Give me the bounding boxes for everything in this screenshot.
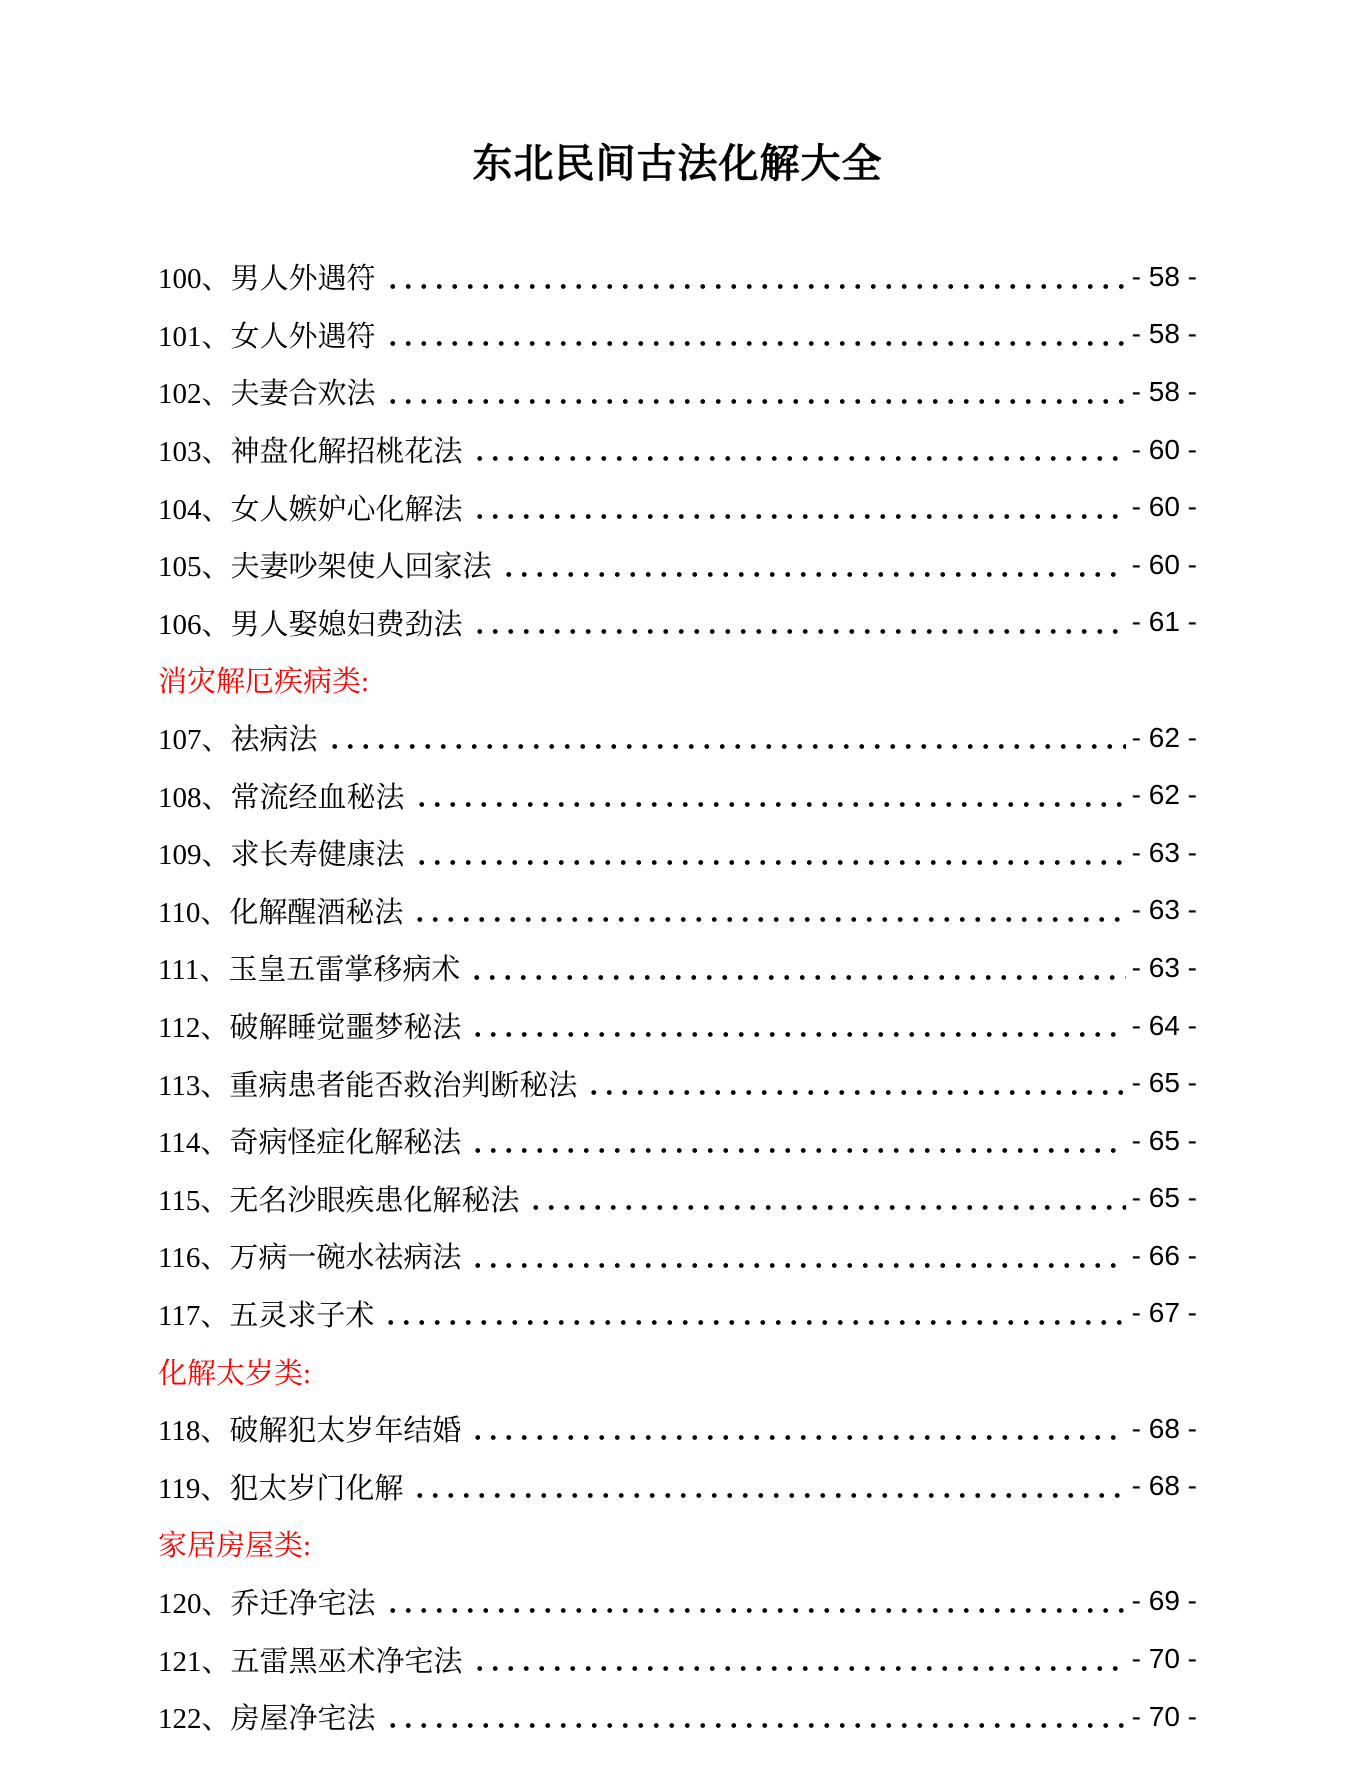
toc-entry-label: 118、破解犯太岁年结婚 bbox=[158, 1415, 462, 1448]
toc-entry bbox=[158, 766, 1197, 824]
toc-entry bbox=[158, 1170, 1197, 1228]
toc-entry bbox=[158, 1112, 1197, 1170]
toc-section-header bbox=[158, 651, 1197, 709]
toc-entry-page-number: - 67 - bbox=[1131, 1297, 1197, 1329]
toc-entry bbox=[158, 1227, 1197, 1285]
dot-leader bbox=[383, 1320, 1125, 1325]
dot-leader bbox=[472, 1666, 1126, 1671]
toc-entry-page-number: - 65 - bbox=[1131, 1067, 1197, 1099]
toc-list bbox=[158, 248, 1197, 1745]
toc-entry-page-number: - 63 - bbox=[1131, 894, 1197, 926]
toc-entry-label: 108、常流经血秘法 bbox=[158, 781, 405, 814]
toc-entry-label: 112、破解睡觉噩梦秘法 bbox=[158, 1012, 462, 1045]
toc-entry-page-number: - 64 - bbox=[1131, 1009, 1197, 1041]
toc-entry bbox=[158, 824, 1197, 882]
toc-entry-page-number: - 62 - bbox=[1131, 779, 1197, 811]
toc-entry-label: 115、无名沙眼疾患化解秘法 bbox=[158, 1184, 520, 1217]
dot-leader bbox=[501, 572, 1126, 577]
toc-section-header bbox=[158, 1342, 1197, 1400]
toc-entry bbox=[158, 594, 1197, 652]
toc-entry-label: 103、神盘化解招桃花法 bbox=[158, 436, 463, 469]
toc-entry-page-number: - 62 - bbox=[1131, 721, 1197, 753]
toc-entry-page-number: - 70 - bbox=[1131, 1643, 1197, 1675]
toc-entry bbox=[158, 1630, 1197, 1688]
dot-leader bbox=[385, 284, 1126, 289]
toc-entry-page-number: - 60 - bbox=[1131, 491, 1197, 523]
toc-entry-label: 105、夫妻吵架使人回家法 bbox=[158, 551, 492, 584]
toc-entry-page-number: - 65 - bbox=[1131, 1182, 1197, 1214]
toc-entry-page-number: - 70 - bbox=[1131, 1700, 1197, 1732]
toc-entry-page-number: - 69 - bbox=[1131, 1585, 1197, 1617]
dot-leader bbox=[385, 1723, 1126, 1728]
dot-leader bbox=[414, 860, 1126, 865]
dot-leader bbox=[327, 744, 1126, 749]
dot-leader bbox=[472, 514, 1126, 519]
dot-leader bbox=[470, 1435, 1125, 1440]
toc-entry-page-number: - 63 - bbox=[1131, 836, 1197, 868]
toc-entry bbox=[158, 1285, 1197, 1343]
toc-entry bbox=[158, 421, 1197, 479]
toc-entry-label: 113、重病患者能否救治判断秘法 bbox=[158, 1069, 578, 1102]
toc-entry-page-number: - 60 - bbox=[1131, 548, 1197, 580]
dot-leader bbox=[528, 1205, 1125, 1210]
toc-entry bbox=[158, 1688, 1197, 1746]
toc-entry bbox=[158, 997, 1197, 1055]
toc-entry-page-number: - 63 - bbox=[1131, 951, 1197, 983]
toc-entry bbox=[158, 1054, 1197, 1112]
toc-entry-label: 116、万病一碗水祛病法 bbox=[158, 1242, 462, 1275]
toc-entry bbox=[158, 478, 1197, 536]
toc-entry-page-number: - 68 - bbox=[1131, 1470, 1197, 1502]
toc-entry-page-number: - 58 - bbox=[1131, 375, 1197, 407]
dot-leader bbox=[470, 1032, 1125, 1037]
toc-entry bbox=[158, 363, 1197, 421]
toc-entry-label: 121、五雷黑巫术净宅法 bbox=[158, 1645, 463, 1678]
toc-entry-page-number: - 60 - bbox=[1131, 433, 1197, 465]
dot-leader bbox=[472, 456, 1126, 461]
toc-entry-page-number: - 68 - bbox=[1131, 1412, 1197, 1444]
toc-entry-label: 119、犯太岁门化解 bbox=[158, 1472, 404, 1505]
dot-leader bbox=[472, 629, 1126, 634]
toc-section-header bbox=[158, 1515, 1197, 1573]
toc-entry-label: 109、求长寿健康法 bbox=[158, 839, 405, 872]
toc-section-label: 化解太岁类: bbox=[158, 1357, 312, 1390]
dot-leader bbox=[469, 975, 1125, 980]
toc-entry bbox=[158, 709, 1197, 767]
toc-entry-label: 100、男人外遇符 bbox=[158, 263, 376, 296]
toc-entry-label: 120、乔迁净宅法 bbox=[158, 1587, 376, 1620]
toc-entry-label: 110、化解醒酒秘法 bbox=[158, 896, 404, 929]
dot-leader bbox=[412, 917, 1125, 922]
toc-entry bbox=[158, 1573, 1197, 1631]
toc-entry-label: 101、女人外遇符 bbox=[158, 320, 376, 353]
toc-entry-page-number: - 61 - bbox=[1131, 606, 1197, 638]
toc-entry bbox=[158, 536, 1197, 594]
toc-entry bbox=[158, 882, 1197, 940]
toc-entry-label: 117、五灵求子术 bbox=[158, 1299, 375, 1332]
toc-entry bbox=[158, 248, 1197, 306]
dot-leader bbox=[385, 399, 1126, 404]
dot-leader bbox=[586, 1090, 1125, 1095]
toc-entry-label: 104、女人嫉妒心化解法 bbox=[158, 493, 463, 526]
toc-entry-label: 122、房屋净宅法 bbox=[158, 1703, 376, 1736]
toc-entry-label: 114、奇病怪症化解秘法 bbox=[158, 1127, 462, 1160]
toc-entry bbox=[158, 1400, 1197, 1458]
toc-entry bbox=[158, 1457, 1197, 1515]
toc-section-label: 消灾解厄疾病类: bbox=[158, 666, 370, 699]
toc-entry-label: 107、祛病法 bbox=[158, 724, 318, 757]
dot-leader bbox=[470, 1263, 1125, 1268]
toc-entry bbox=[158, 939, 1197, 997]
dot-leader bbox=[385, 1608, 1126, 1613]
toc-entry-page-number: - 58 - bbox=[1131, 260, 1197, 292]
dot-leader bbox=[385, 341, 1126, 346]
toc-entry-page-number: - 65 - bbox=[1131, 1124, 1197, 1156]
dot-leader bbox=[412, 1493, 1125, 1498]
page-title: 东北民间古法化解大全 bbox=[472, 142, 883, 186]
toc-entry-label: 111、玉皇五雷掌移病术 bbox=[158, 954, 461, 987]
toc-entry bbox=[158, 306, 1197, 364]
toc-entry-label: 106、男人娶媳妇费劲法 bbox=[158, 608, 463, 641]
toc-entry-page-number: - 58 - bbox=[1131, 318, 1197, 350]
dot-leader bbox=[414, 802, 1126, 807]
toc-entry-label: 102、夫妻合欢法 bbox=[158, 378, 376, 411]
dot-leader bbox=[470, 1148, 1125, 1153]
toc-entry-page-number: - 66 - bbox=[1131, 1239, 1197, 1271]
toc-section-label: 家居房屋类: bbox=[158, 1530, 312, 1563]
